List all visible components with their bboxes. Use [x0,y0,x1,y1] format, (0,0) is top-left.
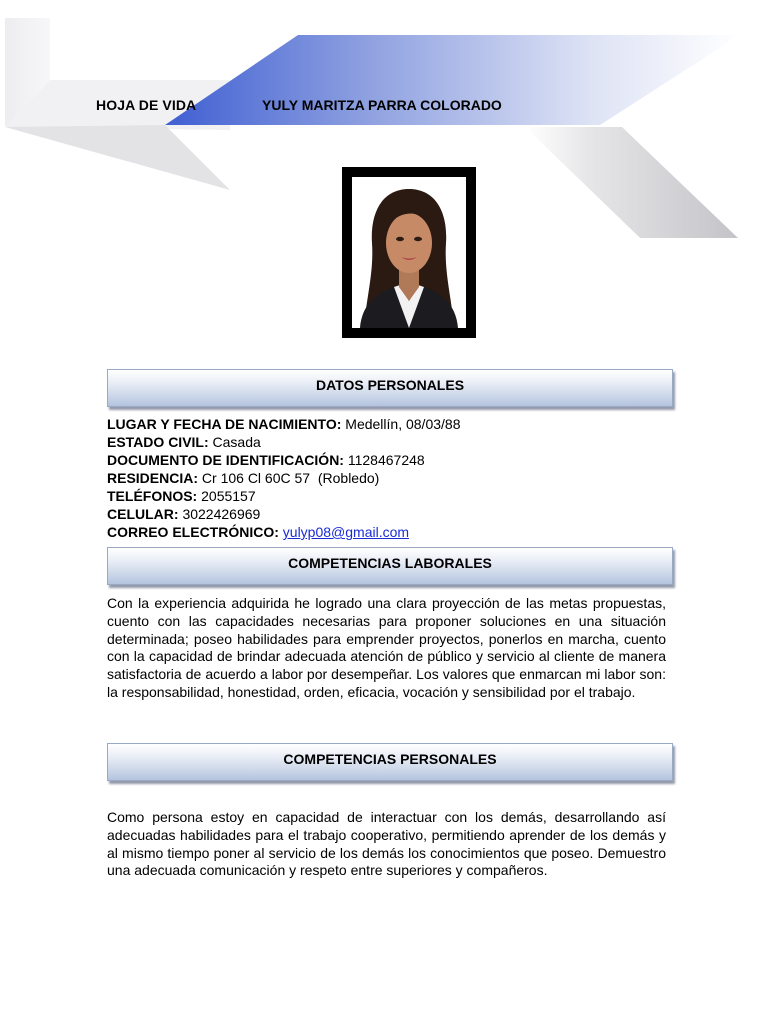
field-mobile [107,505,673,523]
field-id-document [107,451,673,469]
work-skills-paragraph: Con la experiencia adquirida he logrado una clara proyección de las metas propuestas, cuento con las capacidades necesarias para proponer soluciones en una situación determinada; poseo habilidades para emprender proyectos, ponerlos en marcha, cuento con la capacidad de brindar adecuada atención de público y servicio al cliente de manera satisfactoria de acuerdo a labor por desempeñar. Los valores que enmarcan mi labor son: la responsabilidad, honestidad, orden, eficacia, vocación y sensibilidad por el trabajo. [107,595,666,700]
section-header-datos-personales: DATOS PERSONALES [107,369,673,407]
personal-skills-paragraph: Como persona estoy en capacidad de interactuar con los demás, desarrollando así adecuadas habilidades para el trabajo cooperativo, permitiendo aprender de los demás y al mismo tiempo poner al servicio de los demás los conocimientos que poseo. Demuestro una adecuada comunicación y respeto entre superiores y compañeros. [107,809,666,879]
field-label: TELÉFONOS: [107,488,198,504]
portrait-photo-icon [352,177,466,328]
field-value: 2055157 [201,488,256,504]
field-email [107,523,673,541]
field-value: Medellín, 08/03/88 [345,416,461,432]
field-label: CELULAR: [107,506,179,522]
field-civil-status [107,433,673,451]
email-link[interactable]: yulyp08@gmail.com [282,524,410,540]
field-label: RESIDENCIA: [107,470,199,486]
person-name: YULY MARITZA PARRA COLORADO [262,97,502,113]
field-label: DOCUMENTO DE IDENTIFICACIÓN: [107,452,344,468]
document-title: HOJA DE VIDA [96,97,197,113]
section-header-competencias-personales: COMPETENCIAS PERSONALES [107,743,673,781]
field-value: 3022426969 [182,506,261,522]
personal-data-list [107,415,673,541]
field-value: Cr 106 Cl 60C 57 (Robledo) [201,470,380,486]
field-phones [107,487,673,505]
field-residence [107,469,673,487]
field-value: 1128467248 [347,452,425,468]
portrait-photo [342,167,476,338]
field-birth [107,415,673,433]
field-value: Casada [212,434,261,450]
field-label: CORREO ELECTRÓNICO: [107,524,279,540]
field-label: ESTADO CIVIL: [107,434,209,450]
section-header-competencias-laborales: COMPETENCIAS LABORALES [107,547,673,585]
field-label: LUGAR Y FECHA DE NACIMIENTO: [107,416,342,432]
